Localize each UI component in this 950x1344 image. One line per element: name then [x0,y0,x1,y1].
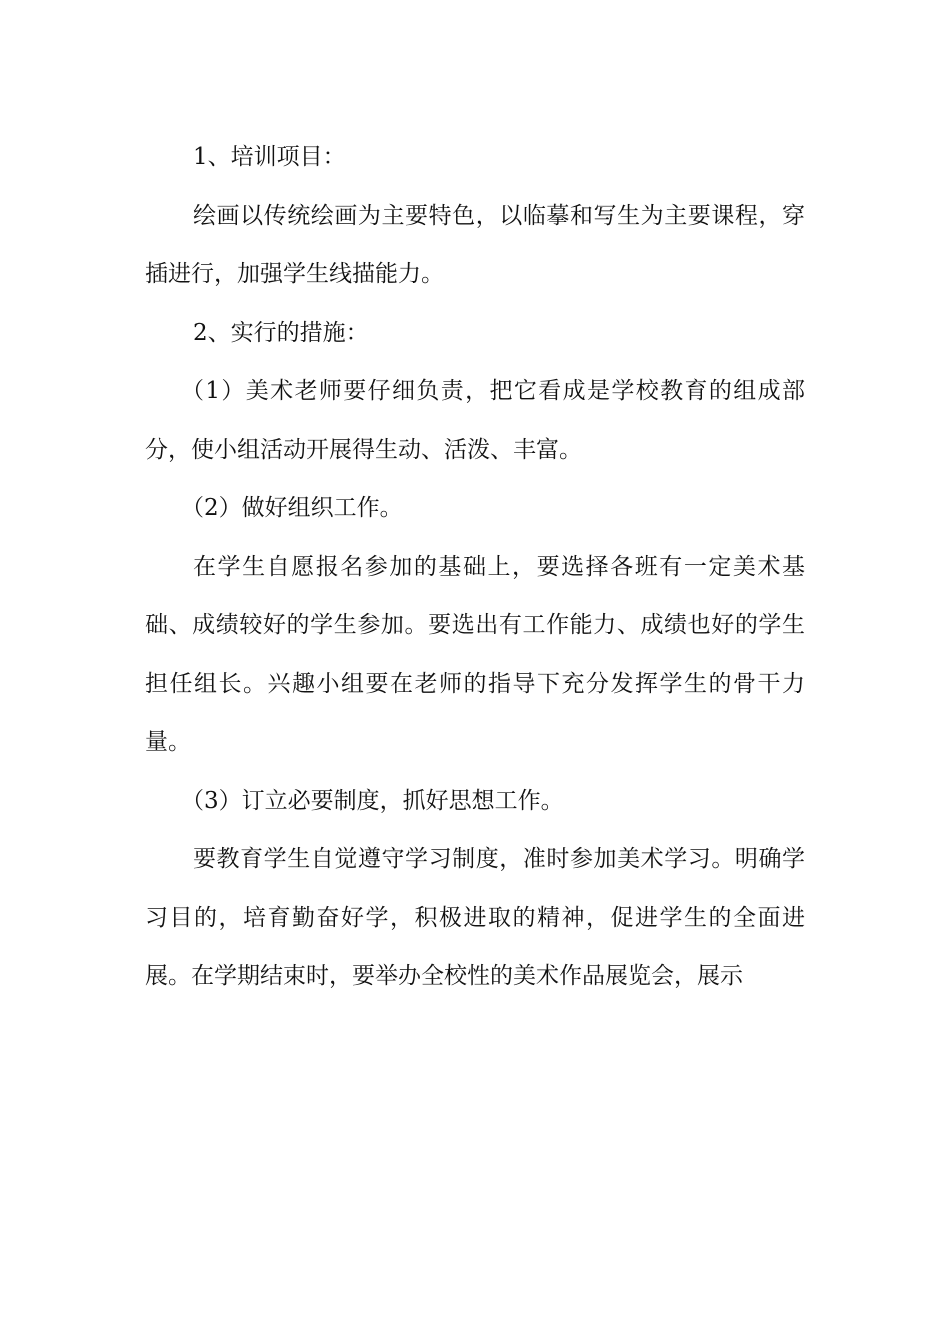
document-body [145,128,805,1006]
section-heading-measures: 2、实行的措施： [193,319,369,346]
measure-item-3: （3）订立必要制度，抓好思想工作。 [181,787,564,814]
paragraph-education: 要教育学生自觉遵守学习制度，准时参加美术学习。明确学习目的，培育勤奋好学，积极进取的精神，促进学生的全面进展。在学期结束时，要举办全校性的美术作品展览会，展示 [145,846,805,989]
measure-item-1: （1）美术老师要仔细负责，把它看成是学校教育的组成部分，使小组活动开展得生动、活泼、丰富。 [145,378,805,463]
paragraph-organization: 在学生自愿报名参加的基础上，要选择各班有一定美术基础、成绩较好的学生参加。要选出有工作能力、成绩也好的学生担任组长。兴趣小组要在老师的指导下充分发挥学生的骨干力量。 [145,553,805,755]
measure-item-2: （2）做好组织工作。 [181,495,403,521]
section-heading-training-items: 1、培训项目： [193,144,346,170]
paragraph-training-description: 绘画以传统绘画为主要特色，以临摹和写生为主要课程，穿插进行，加强学生线描能力。 [145,202,805,287]
